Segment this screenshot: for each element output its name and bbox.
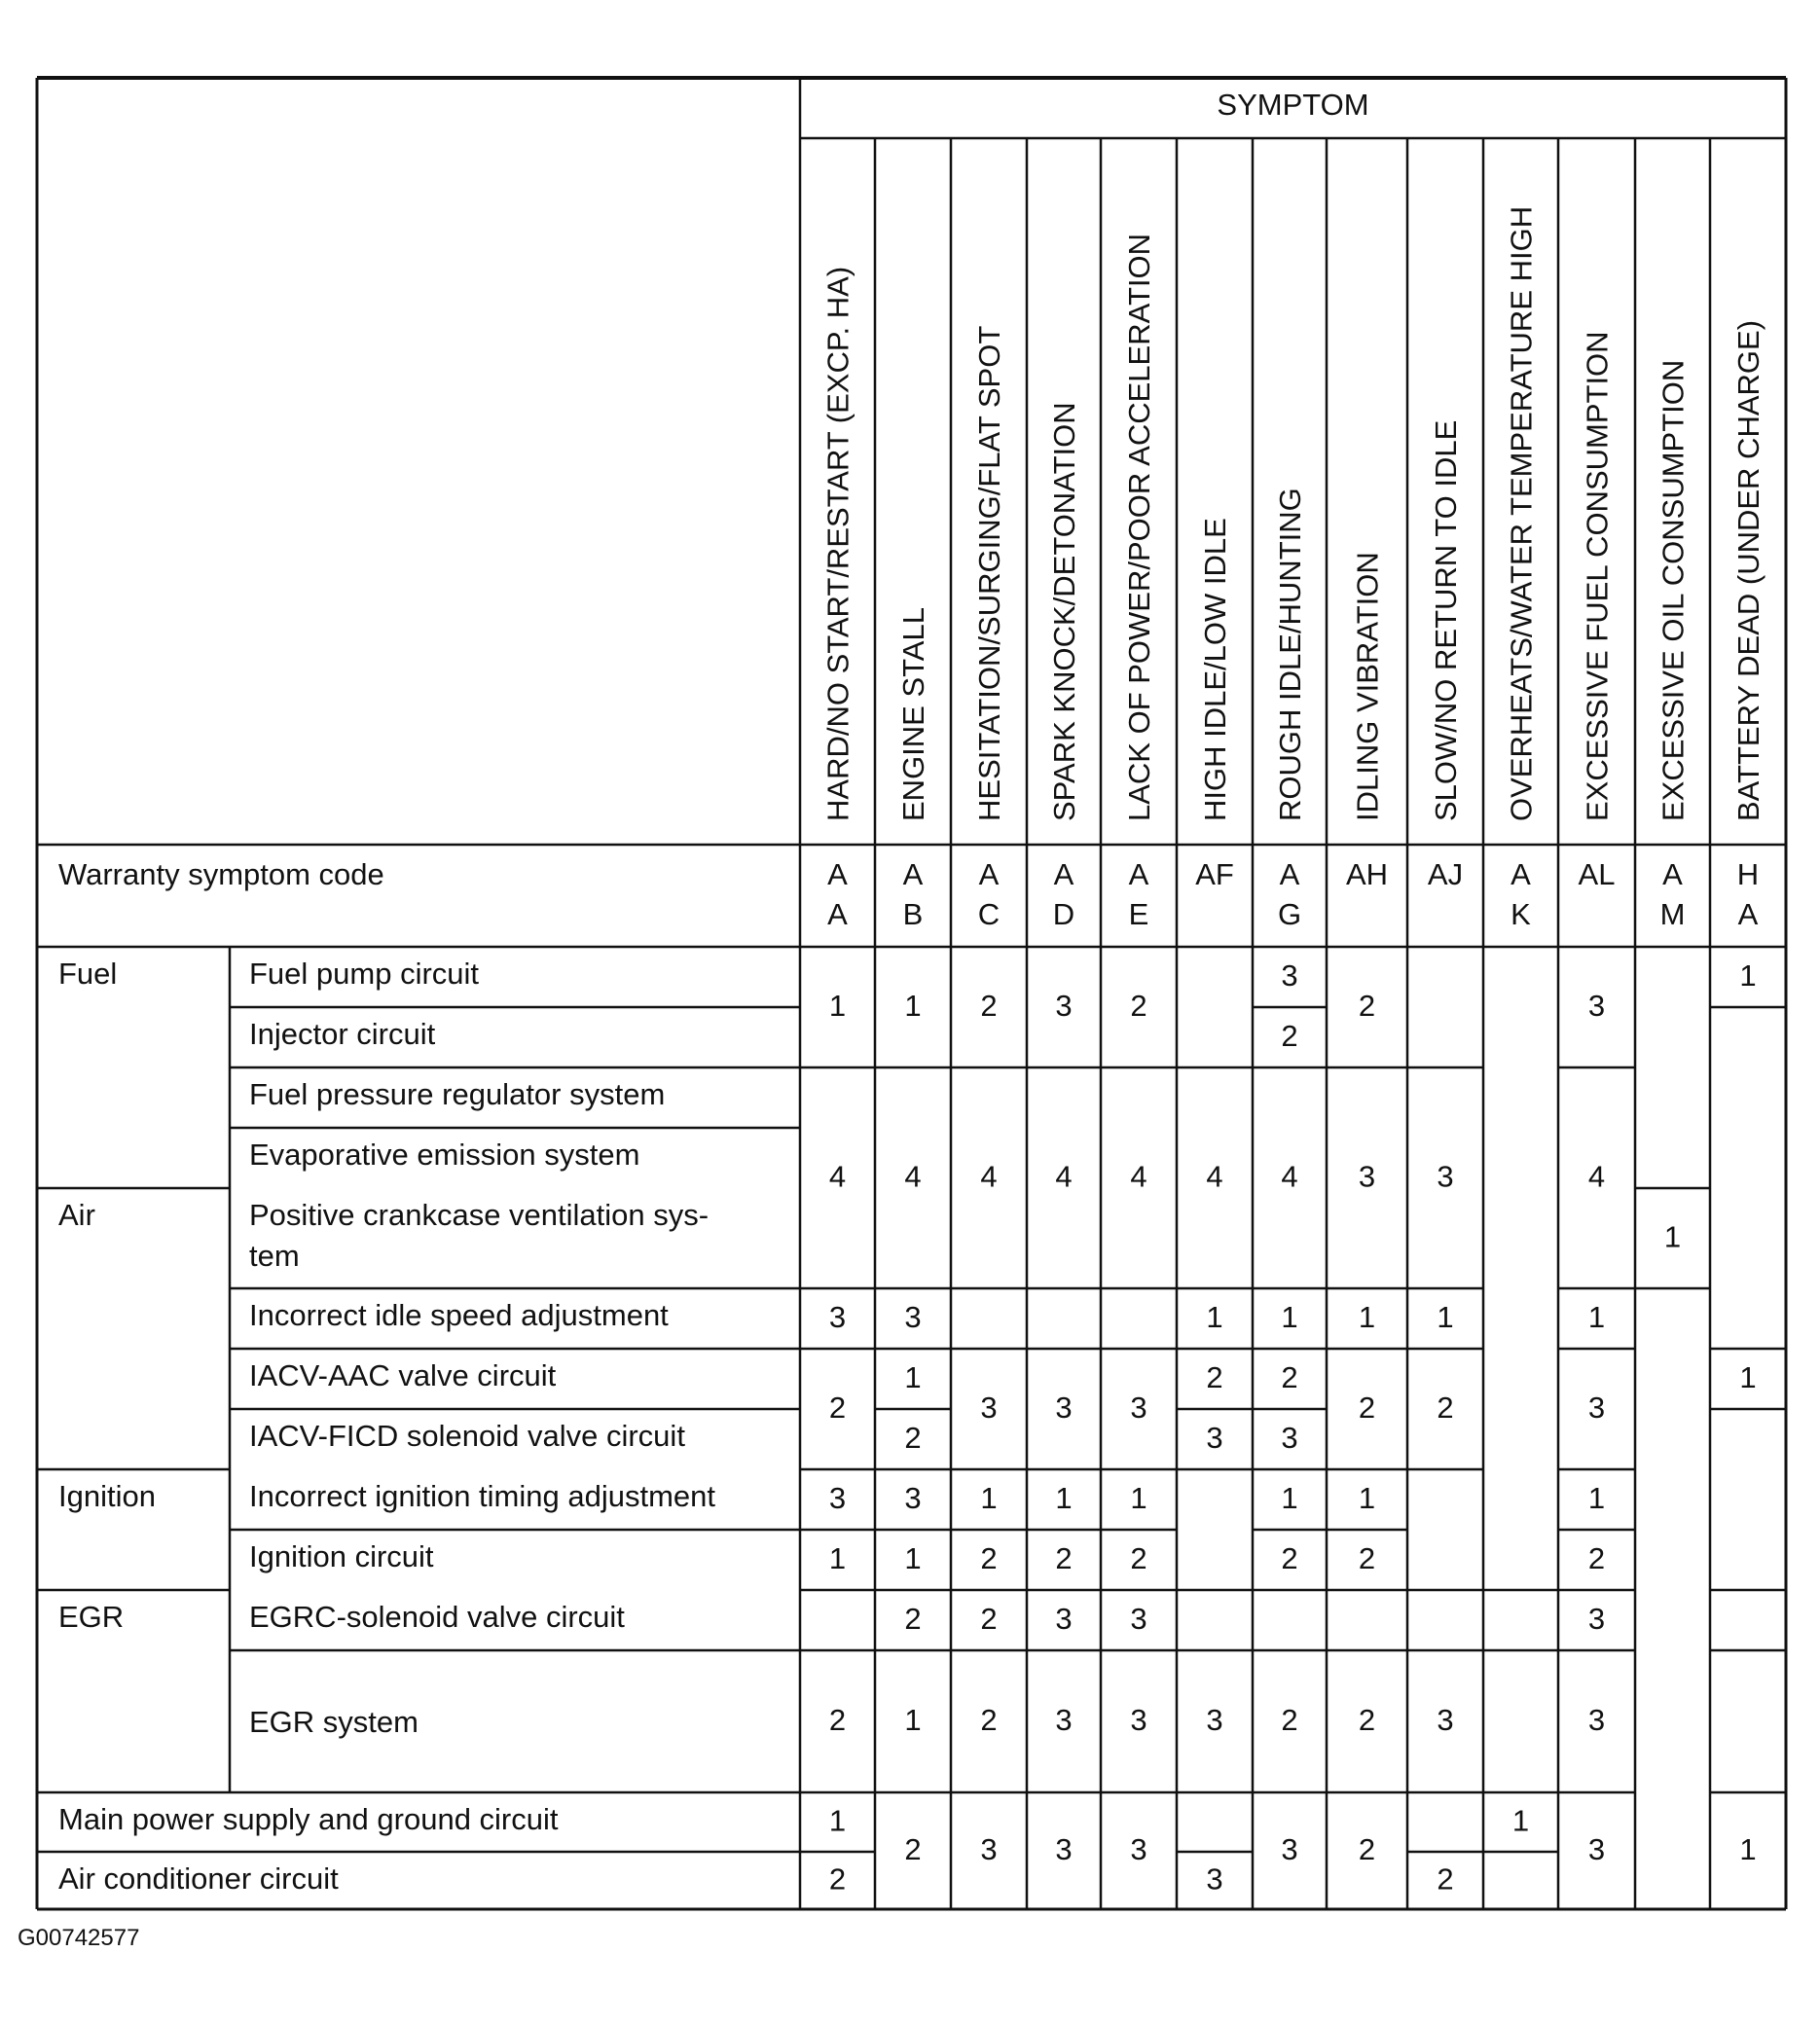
cell-value: 2: [1437, 1391, 1454, 1426]
cell-value: 3: [1281, 1421, 1298, 1456]
cell-value: 1: [980, 1481, 998, 1516]
cell-value: 2: [828, 1391, 847, 1426]
warranty-code-2-a: A: [978, 857, 1000, 891]
cell-value: 4: [1130, 1159, 1147, 1194]
row-label-8: Incorrect ignition timing adjustment: [249, 1479, 716, 1513]
cell-value: 3: [980, 1832, 998, 1867]
cell-value: 3: [1130, 1391, 1147, 1426]
cell-value: 2: [1281, 1703, 1298, 1738]
cell-value: 1: [828, 1803, 847, 1838]
cell-value: 3: [1358, 1159, 1376, 1194]
symptom-header-8: SLOW/NO RETURN TO IDLE: [1429, 419, 1463, 821]
cell-value: 2: [1587, 1541, 1606, 1576]
cell-value: 4: [1206, 1159, 1223, 1194]
cell-value: 1: [1281, 1300, 1298, 1335]
cell-value: 3: [980, 1391, 998, 1426]
warranty-code-11-a: A: [1662, 857, 1683, 891]
cell-value: 2: [1358, 989, 1376, 1024]
cell-value: 1: [1739, 1360, 1757, 1395]
symptom-header-4: LACK OF POWER/POOR ACCELERATION: [1122, 233, 1156, 821]
warranty-code-9-a: A: [1511, 857, 1531, 891]
cell-value: 3: [1130, 1703, 1147, 1738]
warranty-code-11-b: M: [1659, 897, 1686, 931]
warranty-code-0-a: A: [827, 857, 848, 891]
warranty-code-12-b: A: [1737, 897, 1759, 931]
cell-value: 3: [1281, 1832, 1298, 1867]
cell-value: 1: [1739, 1832, 1757, 1867]
warranty-code-8: AJ: [1427, 857, 1464, 891]
cell-value: 4: [1055, 1159, 1073, 1194]
cell-value: 3: [1587, 1602, 1606, 1637]
cell-value: 3: [1437, 1159, 1454, 1194]
cell-value: 3: [1206, 1421, 1223, 1456]
cell-value: 1: [1587, 1300, 1606, 1335]
cell-value: 3: [1055, 1391, 1073, 1426]
cell-value: 3: [1587, 989, 1606, 1024]
symptom-header-12: BATTERY DEAD (UNDER CHARGE): [1731, 319, 1765, 821]
cell-value: 3: [1055, 1703, 1073, 1738]
cell-value: 1: [1358, 1481, 1376, 1516]
row-label-10: EGRC-solenoid valve circuit: [249, 1600, 625, 1634]
warranty-code-10: AL: [1578, 857, 1616, 891]
cell-value: 1: [1358, 1300, 1376, 1335]
symptom-header-0: HARD/NO START/RESTART (EXCP. HA): [820, 266, 855, 821]
cell-value: 3: [1206, 1703, 1223, 1738]
category-egr: EGR: [58, 1600, 125, 1634]
symptom-title: SYMPTOM: [1217, 88, 1369, 122]
symptom-header-9: OVERHEATS/WATER TEMPERATURE HIGH: [1504, 205, 1539, 821]
cell-value: 3: [904, 1300, 922, 1335]
row-label-1: Injector circuit: [249, 1017, 436, 1051]
cell-value: 2: [1281, 1360, 1298, 1395]
warranty-code-3-a: A: [1053, 857, 1074, 891]
category-air: Air: [58, 1198, 95, 1232]
row-label-7: IACV-FICD solenoid valve circuit: [249, 1419, 685, 1453]
row-label-4-line-1: tem: [249, 1239, 300, 1273]
cell-value: 2: [904, 1421, 922, 1456]
cell-value: 1: [1055, 1481, 1073, 1516]
cell-value: 1: [828, 989, 847, 1024]
cell-value: 2: [980, 1703, 998, 1738]
cell-value: 2: [1055, 1541, 1073, 1576]
symptom-header-2: HESITATION/SURGING/FLAT SPOT: [972, 325, 1006, 821]
cell-value: 2: [980, 1541, 998, 1576]
cell-value: 3: [1130, 1832, 1147, 1867]
cell-value: 2: [1281, 1541, 1298, 1576]
cell-value: 3: [1587, 1832, 1606, 1867]
cell-value: 1: [1281, 1481, 1298, 1516]
warranty-code-6-a: A: [1279, 857, 1300, 891]
warranty-code-1-b: B: [902, 897, 924, 931]
cell-value: 2: [1358, 1703, 1376, 1738]
cell-value: 1: [1587, 1481, 1606, 1516]
cell-value: 3: [828, 1300, 847, 1335]
warranty-code-9-b: K: [1511, 897, 1531, 931]
category-fuel: Fuel: [58, 957, 118, 991]
cell-value: 2: [1358, 1391, 1376, 1426]
cell-value: 3: [828, 1481, 847, 1516]
row-label-2: Fuel pressure regulator system: [249, 1077, 666, 1111]
cell-value: 2: [1358, 1832, 1376, 1867]
cell-value: 4: [980, 1159, 998, 1194]
warranty-code-12-a: H: [1736, 857, 1760, 891]
cell-value: 4: [904, 1159, 922, 1194]
cell-value: 3: [1587, 1391, 1606, 1426]
figure-id: G00742577: [18, 1925, 140, 1951]
cell-value: 2: [904, 1602, 922, 1637]
warranty-code-7: AH: [1345, 857, 1389, 891]
symptom-header-10: EXCESSIVE FUEL CONSUMPTION: [1580, 331, 1615, 821]
cell-value: 1: [1663, 1219, 1682, 1254]
row-label-12: Main power supply and ground circuit: [58, 1802, 559, 1836]
warranty-code-3-b: D: [1052, 897, 1075, 931]
cell-value: 1: [1206, 1300, 1223, 1335]
row-label-13: Air conditioner circuit: [58, 1861, 339, 1896]
cell-value: 2: [980, 989, 998, 1024]
warranty-code-5: AF: [1195, 857, 1234, 891]
row-label-9: Ignition circuit: [249, 1539, 434, 1573]
warranty-code-label: Warranty symptom code: [58, 857, 384, 891]
cell-value: 3: [1281, 958, 1298, 994]
cell-value: 1: [904, 1360, 922, 1395]
cell-value: 4: [1281, 1159, 1298, 1194]
cell-value: 3: [1587, 1703, 1606, 1738]
category-ignition: Ignition: [58, 1479, 156, 1513]
cell-value: 1: [828, 1541, 847, 1576]
symptom-header-1: ENGINE STALL: [896, 607, 930, 821]
cell-value: 2: [904, 1832, 922, 1867]
cell-value: 2: [828, 1703, 847, 1738]
row-label-0: Fuel pump circuit: [249, 957, 480, 991]
cell-value: 3: [1055, 989, 1073, 1024]
cell-value: 2: [1358, 1541, 1376, 1576]
row-label-6: IACV-AAC valve circuit: [249, 1358, 557, 1392]
row-label-11: EGR system: [249, 1705, 419, 1739]
cell-value: 1: [904, 1541, 922, 1576]
cell-value: 3: [1055, 1602, 1073, 1637]
warranty-code-6-b: G: [1277, 897, 1302, 931]
symptom-header-3: SPARK KNOCK/DETONATION: [1047, 402, 1081, 821]
cell-value: 1: [1130, 1481, 1147, 1516]
cell-value: 1: [904, 1703, 922, 1738]
symptom-header-7: IDLING VIBRATION: [1350, 552, 1385, 821]
cell-value: 4: [1587, 1159, 1606, 1194]
symptom-header-6: ROUGH IDLE/HUNTING: [1273, 488, 1307, 821]
cell-value: 1: [904, 989, 922, 1024]
cell-value: 3: [1437, 1703, 1454, 1738]
cell-value: 2: [980, 1602, 998, 1637]
symptom-header-11: EXCESSIVE OIL CONSUMPTION: [1656, 359, 1691, 821]
warranty-code-4-b: E: [1128, 897, 1149, 931]
symptom-header-5: HIGH IDLE/LOW IDLE: [1198, 518, 1232, 821]
warranty-code-0-b: A: [827, 897, 848, 931]
row-label-5: Incorrect idle speed adjustment: [249, 1298, 669, 1332]
cell-value: 2: [1281, 1019, 1298, 1054]
cell-value: 1: [1511, 1803, 1530, 1838]
warranty-code-1-a: A: [902, 857, 924, 891]
cell-value: 3: [1130, 1602, 1147, 1637]
row-label-4-line-0: Positive crankcase ventilation sys-: [249, 1198, 710, 1232]
cell-value: 2: [1437, 1861, 1454, 1897]
cell-value: 2: [828, 1861, 847, 1897]
cell-value: 2: [1206, 1360, 1223, 1395]
cell-value: 2: [1130, 989, 1147, 1024]
warranty-code-2-b: C: [977, 897, 1001, 931]
warranty-code-4-a: A: [1128, 857, 1149, 891]
cell-value: 4: [828, 1159, 847, 1194]
cell-value: 2: [1130, 1541, 1147, 1576]
cell-value: 3: [1055, 1832, 1073, 1867]
cell-value: 1: [1739, 958, 1757, 994]
cell-value: 1: [1437, 1300, 1454, 1335]
row-label-3: Evaporative emission system: [249, 1138, 640, 1172]
cell-value: 3: [904, 1481, 922, 1516]
cell-value: 3: [1206, 1861, 1223, 1897]
